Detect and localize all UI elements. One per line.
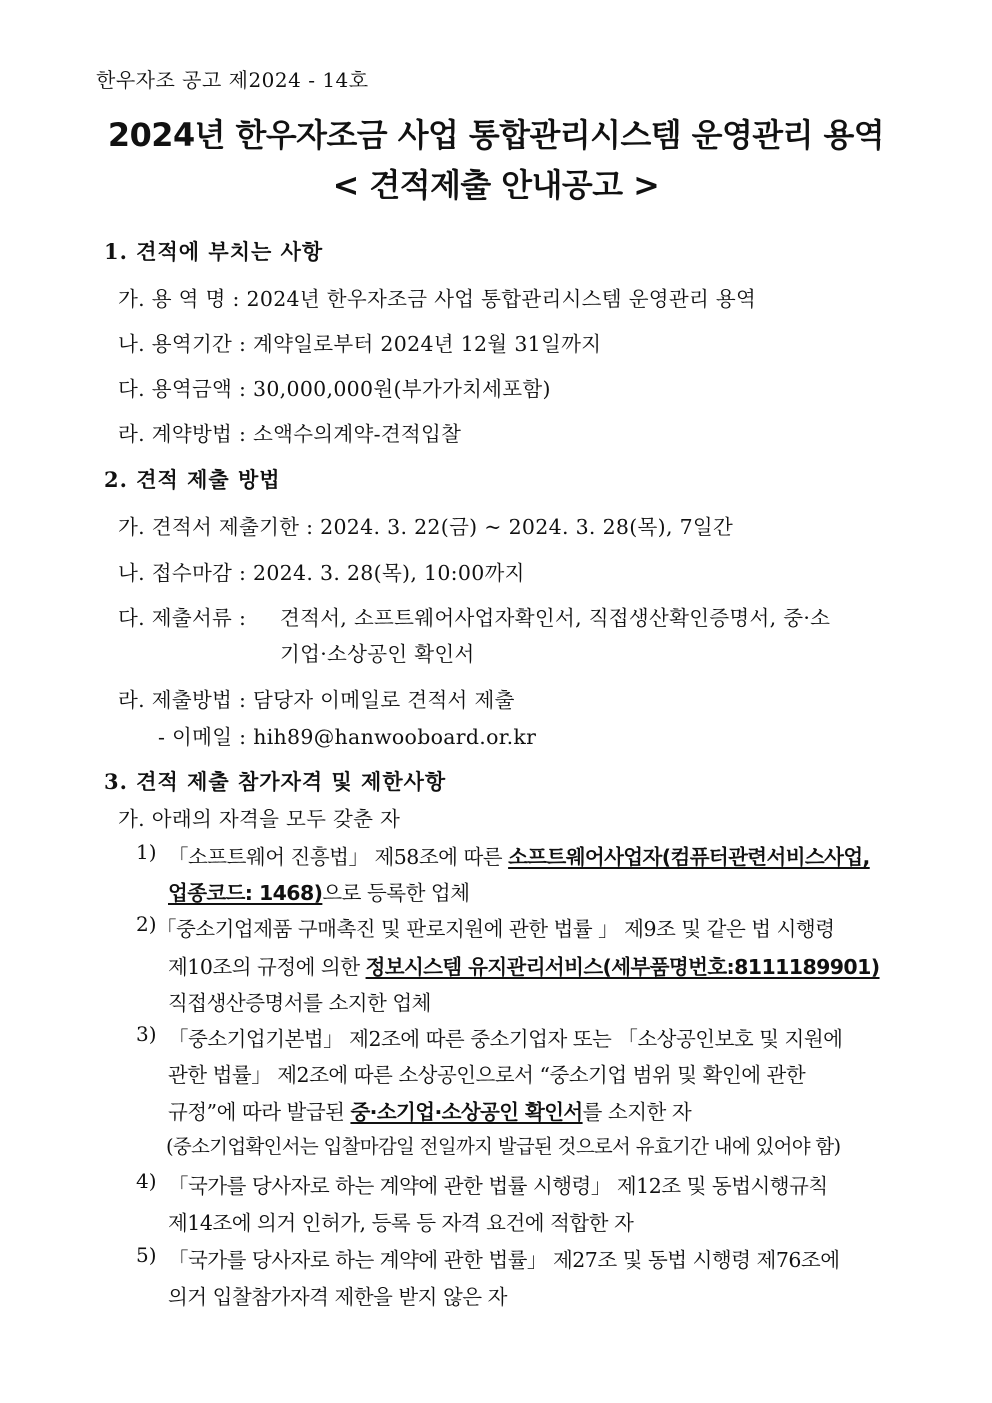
document-title: 2024년 한우자조금 사업 통합관리시스템 운영관리 용역 [107, 116, 885, 154]
item-1-line-1 [168, 840, 870, 870]
item-2-line-3: 직접생산증명서를 소지한 업체 [168, 991, 431, 1015]
service-period: 나. 용역기간 : 계약일로부터 2024년 12월 31일까지 [118, 332, 602, 356]
item-5-number: 5) [136, 1243, 157, 1267]
receipt-closing: 나. 접수마감 : 2024. 3. 28(목), 10:00까지 [118, 561, 525, 585]
submission-method: 라. 제출방법 : 담당자 이메일로 견적서 제출 [118, 688, 515, 712]
submission-deadline: 가. 견적서 제출기한 : 2024. 3. 22(금) ~ 2024. 3. 28(목), 7일간 [118, 515, 734, 539]
item-5-line-1: 「국가를 당사자로 하는 계약에 관한 법률」 제27조 및 동법 시행령 제76조에 [168, 1248, 840, 1272]
item-2-line-1: 「중소기업제품 구매촉진 및 판로지원에 관한 법률 」 제9조 및 같은 법 시행령 [156, 917, 835, 941]
item-2-text: 제10조의 규정에 의한 [168, 955, 366, 979]
service-amount: 다. 용역금액 : 30,000,000원(부가가치세포함) [118, 377, 551, 401]
item-1-emphasis: 소프트웨어사업자(컴퓨터관련서비스사업, [508, 845, 870, 869]
item-1-code-emphasis: 업종코드: 1468) [168, 881, 323, 905]
item-1-number: 1) [136, 840, 157, 864]
notice-number: 한우자조 공고 제2024 - 14호 [96, 68, 369, 92]
documents-line-1: 견적서, 소프트웨어사업자확인서, 직접생산확인증명서, 중·소 [280, 606, 831, 630]
service-name: 가. 용 역 명 : 2024년 한우자조금 사업 통합관리시스템 운영관리 용역 [118, 287, 757, 311]
section-1-heading: 1. 견적에 부치는 사항 [104, 239, 324, 264]
item-1-text-end: 으로 등록한 업체 [322, 881, 470, 905]
item-4-line-1: 「국가를 당사자로 하는 계약에 관한 법률 시행령」 제12조 및 동법시행규칙 [168, 1174, 828, 1198]
item-2-line-2 [168, 950, 880, 980]
section-2-heading: 2. 견적 제출 방법 [104, 467, 281, 492]
item-2-number: 2) [136, 912, 157, 936]
item-4-line-2: 제14조에 의거 인허가, 등록 등 자격 요건에 적합한 자 [168, 1211, 634, 1235]
section-3-heading: 3. 견적 제출 참가자격 및 제한사항 [104, 769, 447, 794]
documents-line-2: 기업·소상공인 확인서 [280, 642, 475, 666]
documents-label: 다. 제출서류 : [118, 606, 247, 630]
document-subtitle: < 견적제출 안내공고 > [332, 166, 660, 204]
contract-method: 라. 계약방법 : 소액수의계약-견적입찰 [118, 422, 462, 446]
item-3-text-end: 를 소지한 자 [582, 1100, 692, 1124]
item-2-emphasis: 정보시스템 유지관리서비스(세부품명번호:8111189901) [365, 955, 880, 979]
item-3-number: 3) [136, 1022, 157, 1046]
item-1-text: 「소프트웨어 진흥법」 제58조에 따른 [168, 845, 509, 869]
item-3-text: 규정”에 따라 발급된 [168, 1100, 351, 1124]
item-3-line-2: 관한 법률」 제2조에 따른 소상공인으로서 “중소기업 범위 및 확인에 관한 [168, 1063, 806, 1087]
qualification-intro: 가. 아래의 자격을 모두 갖춘 자 [118, 807, 401, 831]
item-3-line-1: 「중소기업기본법」 제2조에 따른 중소기업자 또는 「소상공인보호 및 지원에 [168, 1027, 843, 1051]
contact-email: - 이메일 : hih89@hanwooboard.or.kr [158, 725, 537, 749]
item-3-note: (중소기업확인서는 입찰마감일 전일까지 발급된 것으로서 유효기간 내에 있어야 함) [166, 1135, 841, 1158]
item-3-emphasis: 중·소기업·소상공인 확인서 [350, 1100, 583, 1124]
item-1-line-2 [168, 876, 470, 906]
item-3-line-3 [168, 1095, 691, 1125]
item-4-number: 4) [136, 1169, 157, 1193]
item-5-line-2: 의거 입찰참가자격 제한을 받지 않은 자 [168, 1285, 507, 1309]
